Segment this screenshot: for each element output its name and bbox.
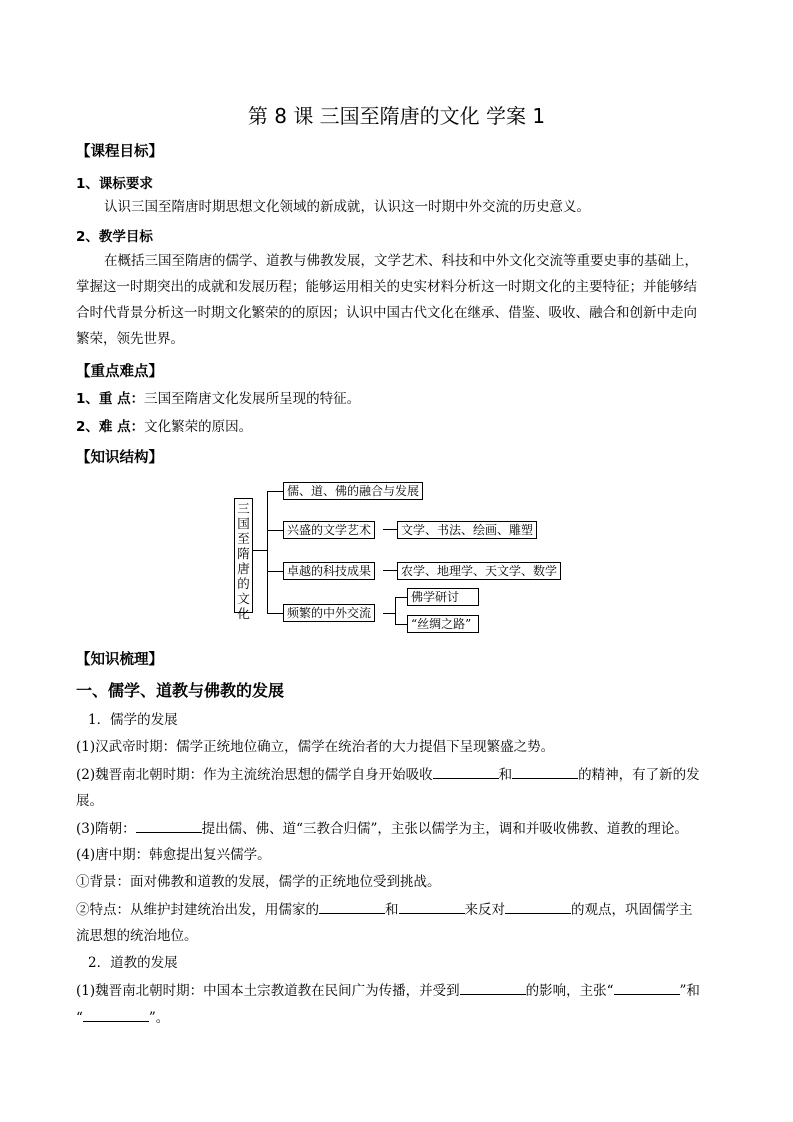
branch-line-4: [267, 613, 283, 614]
para-2-1-d: “: [76, 1010, 83, 1026]
science-detail: 农学、地理学、天文学、数学: [397, 562, 561, 580]
branch-confucianism: 儒、道、佛的融合与发展: [283, 482, 423, 500]
para-2-1-cont: [76, 1007, 169, 1028]
focus-label: 1、重 点：: [76, 391, 145, 407]
para-1-6-cont: 流思想的统治地位。: [76, 928, 198, 944]
fill-blank[interactable]: [319, 899, 385, 914]
para-1-2-c: 的精神，有了新的发: [578, 767, 700, 783]
para-1-2-a: (2)魏晋南北朝时期：作为主流统治思想的儒学自身开始吸收: [76, 767, 433, 783]
para-1-2: [76, 764, 700, 785]
fill-blank[interactable]: [460, 980, 526, 995]
teach-line-1: 在概括三国至隋唐的儒学、道教与佛教发展，文学艺术、科技和中外文化交流等重要史事的基础上，: [104, 253, 698, 269]
fill-blank[interactable]: [83, 1007, 149, 1022]
para-1-6-d: 的观点，巩固儒学主: [571, 902, 693, 918]
para-1-1: (1)汉武帝时期：儒学正统地位确立，儒学在统治者的大力提倡下呈现繁盛之势。: [76, 739, 555, 755]
para-2-1-e: ”。: [148, 1010, 170, 1026]
para-1-2-cont: 展。: [76, 793, 103, 809]
para-1-4: (4)唐中期：韩愈提出复兴儒学。: [76, 847, 271, 863]
fill-blank[interactable]: [433, 764, 499, 779]
para-1-2-b: 和: [498, 767, 513, 783]
para-2-1-a: (1)魏晋南北朝时期：中国本土宗教道教在民间广为传播，并受到: [76, 983, 460, 999]
section-1-title: 一、儒学、道教与佛教的发展: [76, 681, 285, 700]
diagram-root: 三国至隋唐的文化: [234, 498, 253, 613]
exchange-connector: [383, 613, 395, 614]
fill-blank[interactable]: [614, 980, 680, 995]
para-2-1-c: ”和: [679, 983, 700, 999]
fork-line-b: [395, 624, 407, 625]
exchange-silk-road: “丝绸之路”: [407, 615, 479, 633]
fill-blank[interactable]: [136, 818, 202, 833]
dash-line-2: [383, 529, 397, 530]
branch-line-3: [267, 571, 283, 572]
review-heading: 【知识梳理】: [76, 652, 163, 668]
key-heading: 【重点难点】: [76, 364, 163, 380]
teach-line-4: 繁荣，领先世界。: [76, 331, 184, 347]
para-1-6: [76, 899, 693, 920]
para-1-6-b: 和: [385, 902, 399, 918]
difficulty-line: [76, 417, 252, 437]
page-title: 第 8 课 三国至隋唐的文化 学案 1: [247, 104, 546, 128]
dash-line-3: [383, 570, 397, 571]
exchange-fork: [395, 597, 396, 624]
para-1-6-c: 来反对: [464, 902, 505, 918]
para-1-3: [76, 818, 688, 839]
req-label: 1、课标要求: [76, 176, 153, 192]
para-1-3-b: 提出儒、佛、道“三教合归儒”，主张以儒学为主，调和并吸收佛教、道教的理论。: [201, 821, 688, 837]
focus-line: [76, 389, 360, 409]
para-1-6-a: ②特点：从维护封建统治出发，用儒家的: [76, 902, 319, 918]
branch-line-2: [267, 530, 283, 531]
branch-literature-art: 兴盛的文学艺术: [283, 521, 375, 539]
goals-heading: 【课程目标】: [76, 144, 163, 160]
difficulty-text: 文化繁荣的原因。: [144, 419, 253, 435]
fill-blank[interactable]: [399, 899, 465, 914]
knowledge-structure-diagram: [230, 470, 570, 630]
fill-blank[interactable]: [505, 899, 571, 914]
difficulty-label: 2、难 点：: [76, 419, 145, 435]
focus-text: 三国至隋唐文化发展所呈现的特征。: [144, 391, 361, 407]
req-text: 认识三国至隋唐时期思想文化领域的新成就，认识这一时期中外交流的历史意义。: [104, 199, 590, 215]
fill-blank[interactable]: [512, 764, 578, 779]
structure-heading: 【知识结构】: [76, 450, 163, 466]
exchange-buddhism: 佛学研讨: [407, 588, 479, 606]
fork-line-a: [395, 597, 407, 598]
teach-line-2: 掌握这一时期突出的成就和发展历程；能够运用相关的史实材料分析这一时期文化的主要特征；并能够结: [76, 279, 697, 295]
literature-art-detail: 文学、书法、绘画、雕塑: [397, 521, 537, 539]
root-connector: [253, 550, 267, 551]
para-1-5: ①背景：面对佛教和道教的发展，儒学的正统地位受到挑战。: [76, 874, 441, 890]
trunk-line: [267, 491, 268, 613]
taoism-title: 2．道教的发展: [88, 955, 178, 971]
teach-label: 2、教学目标: [76, 229, 153, 245]
para-1-3-a: (3)隋朝：: [76, 821, 136, 837]
branch-exchange: 频繁的中外交流: [283, 604, 375, 622]
branch-science: 卓越的科技成果: [283, 562, 375, 580]
teach-line-3: 合时代背景分析这一时期文化繁荣的的原因；认识中国古代文化在继承、借鉴、吸收、融合和创新中走向: [76, 305, 697, 321]
branch-line-1: [267, 491, 283, 492]
confucianism-title: 1．儒学的发展: [88, 712, 178, 728]
para-2-1-b: 的影响，主张“: [525, 983, 614, 999]
para-2-1: [76, 980, 700, 1001]
